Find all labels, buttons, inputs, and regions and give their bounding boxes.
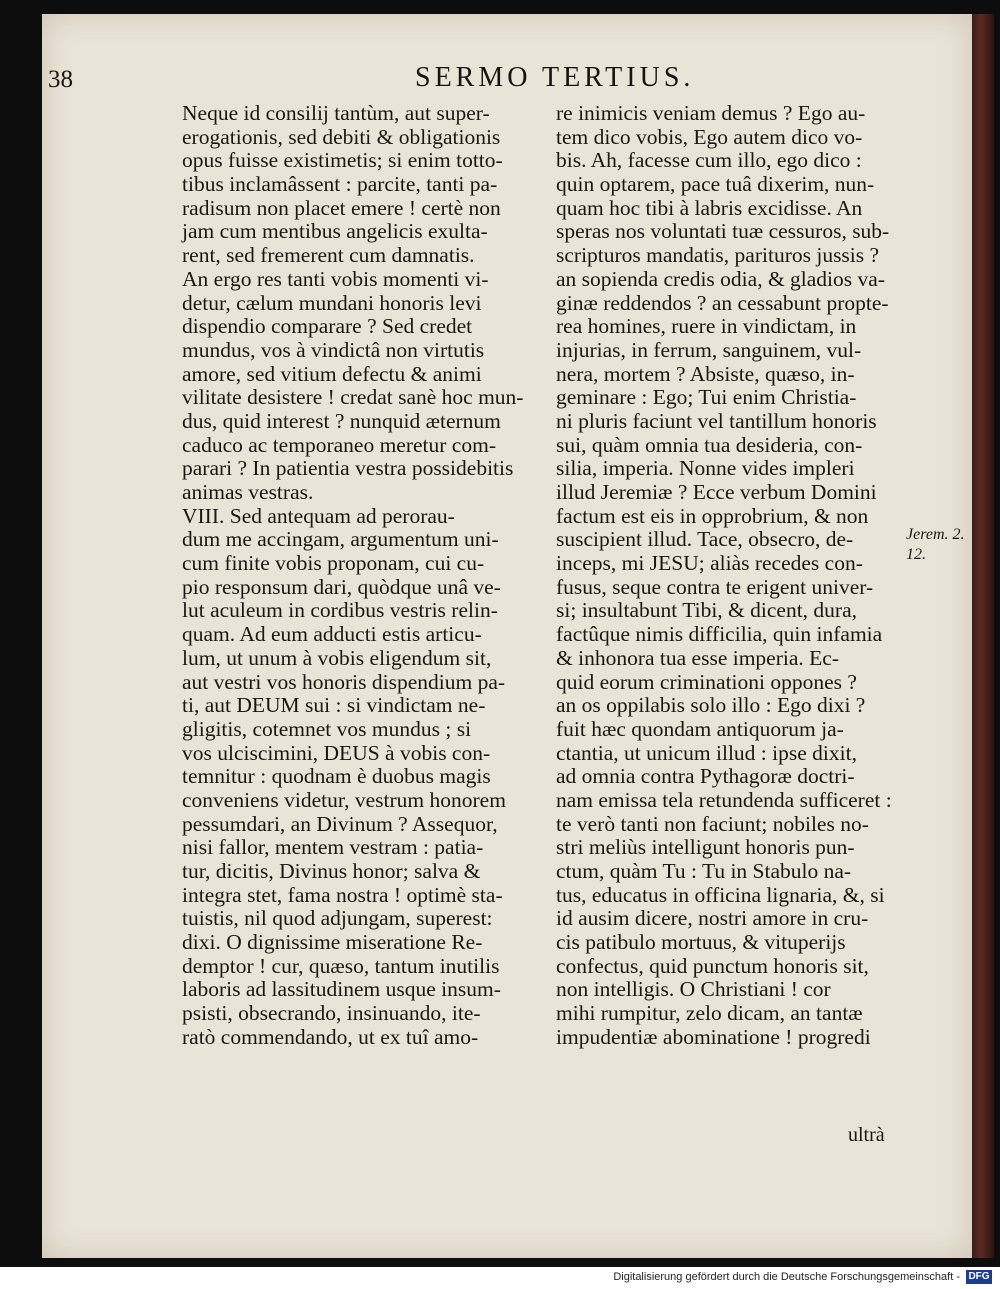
text-line: stri meliùs intelligunt honoris pun- [556,835,855,860]
text-line: cum finite vobis proponam, cui cu- [182,551,485,576]
catchword: ultrà [848,1124,885,1146]
text-line: laboris ad lassitudinem usque insum- [182,977,501,1002]
text-line: tus, educatus in officina lignaria, &, si [556,882,885,907]
text-line: ti, aut DEUM sui : si vindictam ne- [182,693,486,718]
text-line: An ergo res tanti vobis momenti vi- [182,266,489,291]
text-line: & inhonora tua esse imperia. Ec- [556,645,839,670]
text-line: VIII. Sed antequam ad perorau- [182,503,455,528]
running-title: SERMO TERTIUS. [415,62,695,93]
text-line: ctum, quàm Tu : Tu in Stabulo na- [556,859,852,883]
text-line: lut aculeum in cordibus vestris relin- [182,598,498,623]
text-line: rent, sed fremerent cum damnatis. [182,243,475,268]
text-line: suscipient illud. Tace, obsecro, de- [556,527,854,552]
text-line: re inimicis veniam demus ? Ego au- [556,101,866,125]
text-line: fusus, seque contra te erigent univer- [556,574,874,599]
text-line: nam emissa tela retundenda sufficeret : [556,787,892,812]
text-line: an os oppilabis solo illo : Ego dixi ? [556,693,866,718]
text-line: silia, imperia. Nonne vides impleri [556,456,855,481]
text-line: an sopienda credis odia, & gladios va- [556,266,885,291]
margin-note [906,525,965,565]
text-line: impudentiæ abominatione ! progredi [556,1024,871,1049]
text-line: caduco ac temporaneo meretur com- [182,432,496,457]
text-line: nisi fallor, mentem vestram : patia- [182,835,484,860]
text-line: tur, dicitis, Divinus honor; salva & [182,859,481,883]
text-line: mihi rumpitur, zelo dicam, an tantæ [556,1001,863,1026]
funding-notice: Digitalisierung gefördert durch die Deutsche Forschungsgemeinschaft - [613,1271,960,1283]
margin-note-line: Jerem. 2. [906,526,965,543]
text-line: quid eorum criminationi oppones ? [556,669,857,694]
text-line: si; insultabunt Tibi, & dicent, dura, [556,598,858,623]
text-line: dum me accingam, argumentum uni- [182,527,499,552]
text-line: animas vestras. [182,480,314,504]
text-line: factum est eis in opprobrium, & non [556,503,869,528]
text-line: amore, sed vitium defectu & animi [182,361,482,386]
text-line: dispendio comparare ? Sed credet [182,314,473,339]
text-line: conveniens videtur, vestrum honorem [182,787,506,812]
text-line: ginæ reddendos ? an cessabunt propte- [556,290,889,315]
text-line: lum, ut unum à vobis eligendum sit, [182,645,492,670]
text-line: tibus inclamâssent : parcite, tanti pa- [182,172,498,197]
text-line: geminare : Ego; Tui enim Christia- [556,385,857,410]
text-line: dus, quid interest ? nunquid æternum [182,408,501,433]
text-line: id ausim dicere, nostri amore in cru- [556,906,869,931]
text-line: radisum non placet emere ! certè non [182,195,501,220]
text-line: bis. Ah, facesse cum illo, ego dico : [556,148,862,173]
text-line: dixi. O dignissime miseratione Re- [182,930,483,955]
text-line: ctantia, ut unicum illud : ipse dixit, [556,740,857,765]
text-line: confectus, quid punctum honoris sit, [556,953,869,978]
page-number: 38 [48,66,73,93]
margin-note-line: 12. [906,546,926,563]
text-line: vos ulciscimini, DEUS à vobis con- [182,740,491,765]
text-line: sui, quàm omnia tua desideria, con- [556,432,863,457]
text-line: demptor ! cur, quæso, tantum inutilis [182,953,500,978]
text-line: scripturos mandatis, parituros jussis ? [556,243,880,268]
text-line: psisti, obsecrando, insinuando, ite- [182,1001,481,1026]
text-line: quin optarem, pace tuâ dixerim, nun- [556,172,875,197]
text-line: cis patibulo mortuus, & vituperijs [556,930,846,955]
text-line: mundus, vos à vindictâ non virtutis [182,337,485,362]
text-line: injurias, in ferrum, sanguinem, vul- [556,337,862,362]
text-line: tem dico vobis, Ego autem dico vo- [556,124,863,149]
text-line: pessumdari, an Divinum ? Assequor, [182,811,498,836]
text-line: detur, cælum mundani honoris levi [182,290,482,315]
text-line: pio responsum dari, quòdque unâ ve- [182,574,501,599]
text-line: rea homines, ruere in vindictam, in [556,314,857,339]
text-line: te verò tanti non faciunt; nobiles no- [556,811,869,836]
text-line: quam hoc tibi à labris excidisse. An [556,195,863,220]
text-line: nera, mortem ? Absiste, quæso, in- [556,361,855,386]
right-column [556,102,906,1050]
left-column [182,102,532,1050]
text-line: quam. Ad eum adducti estis articu- [182,622,482,647]
text-line: ni pluris faciunt vel tantillum honoris [556,408,877,433]
text-line: jam cum mentibus angelicis exulta- [182,219,488,244]
text-line: speras nos voluntati tuæ cessuros, sub- [556,219,890,244]
text-line: factûque nimis difficilia, quin infamia [556,622,883,647]
footer-bar [0,1267,1000,1289]
text-line: inceps, mi JESU; aliàs recedes con- [556,551,863,576]
text-line: integra stet, fama nostra ! optimè sta- [182,882,503,907]
text-line: ad omnia contra Pythagoræ doctri- [556,764,855,789]
text-line: temnitur : quodnam è duobus magis [182,764,491,789]
dfg-logo: DFG [966,1270,992,1284]
text-line: vilitate desistere ! credat sanè hoc mun- [182,385,524,410]
text-line: non intelligis. O Christiani ! cor [556,977,831,1002]
text-line: illud Jeremiæ ? Ecce verbum Domini [556,480,877,504]
text-line: Neque id consilij tantùm, aut super- [182,101,490,125]
text-line: parari ? In patientia vestra possidebitis [182,456,514,481]
text-line: gligitis, cotemnet vos mundus ; si [182,716,472,741]
book-edge [972,14,994,1258]
text-line: erogationis, sed debiti & obligationis [182,124,501,149]
text-line: aut vestri vos honoris dispendium pa- [182,669,506,694]
text-line: tuistis, nil quod adjungam, superest: [182,906,493,931]
text-line: opus fuisse existimetis; si enim totto- [182,148,503,173]
text-line: ratò commendando, ut ex tuî amo- [182,1024,479,1049]
text-line: fuit hæc quondam antiquorum ja- [556,716,844,741]
